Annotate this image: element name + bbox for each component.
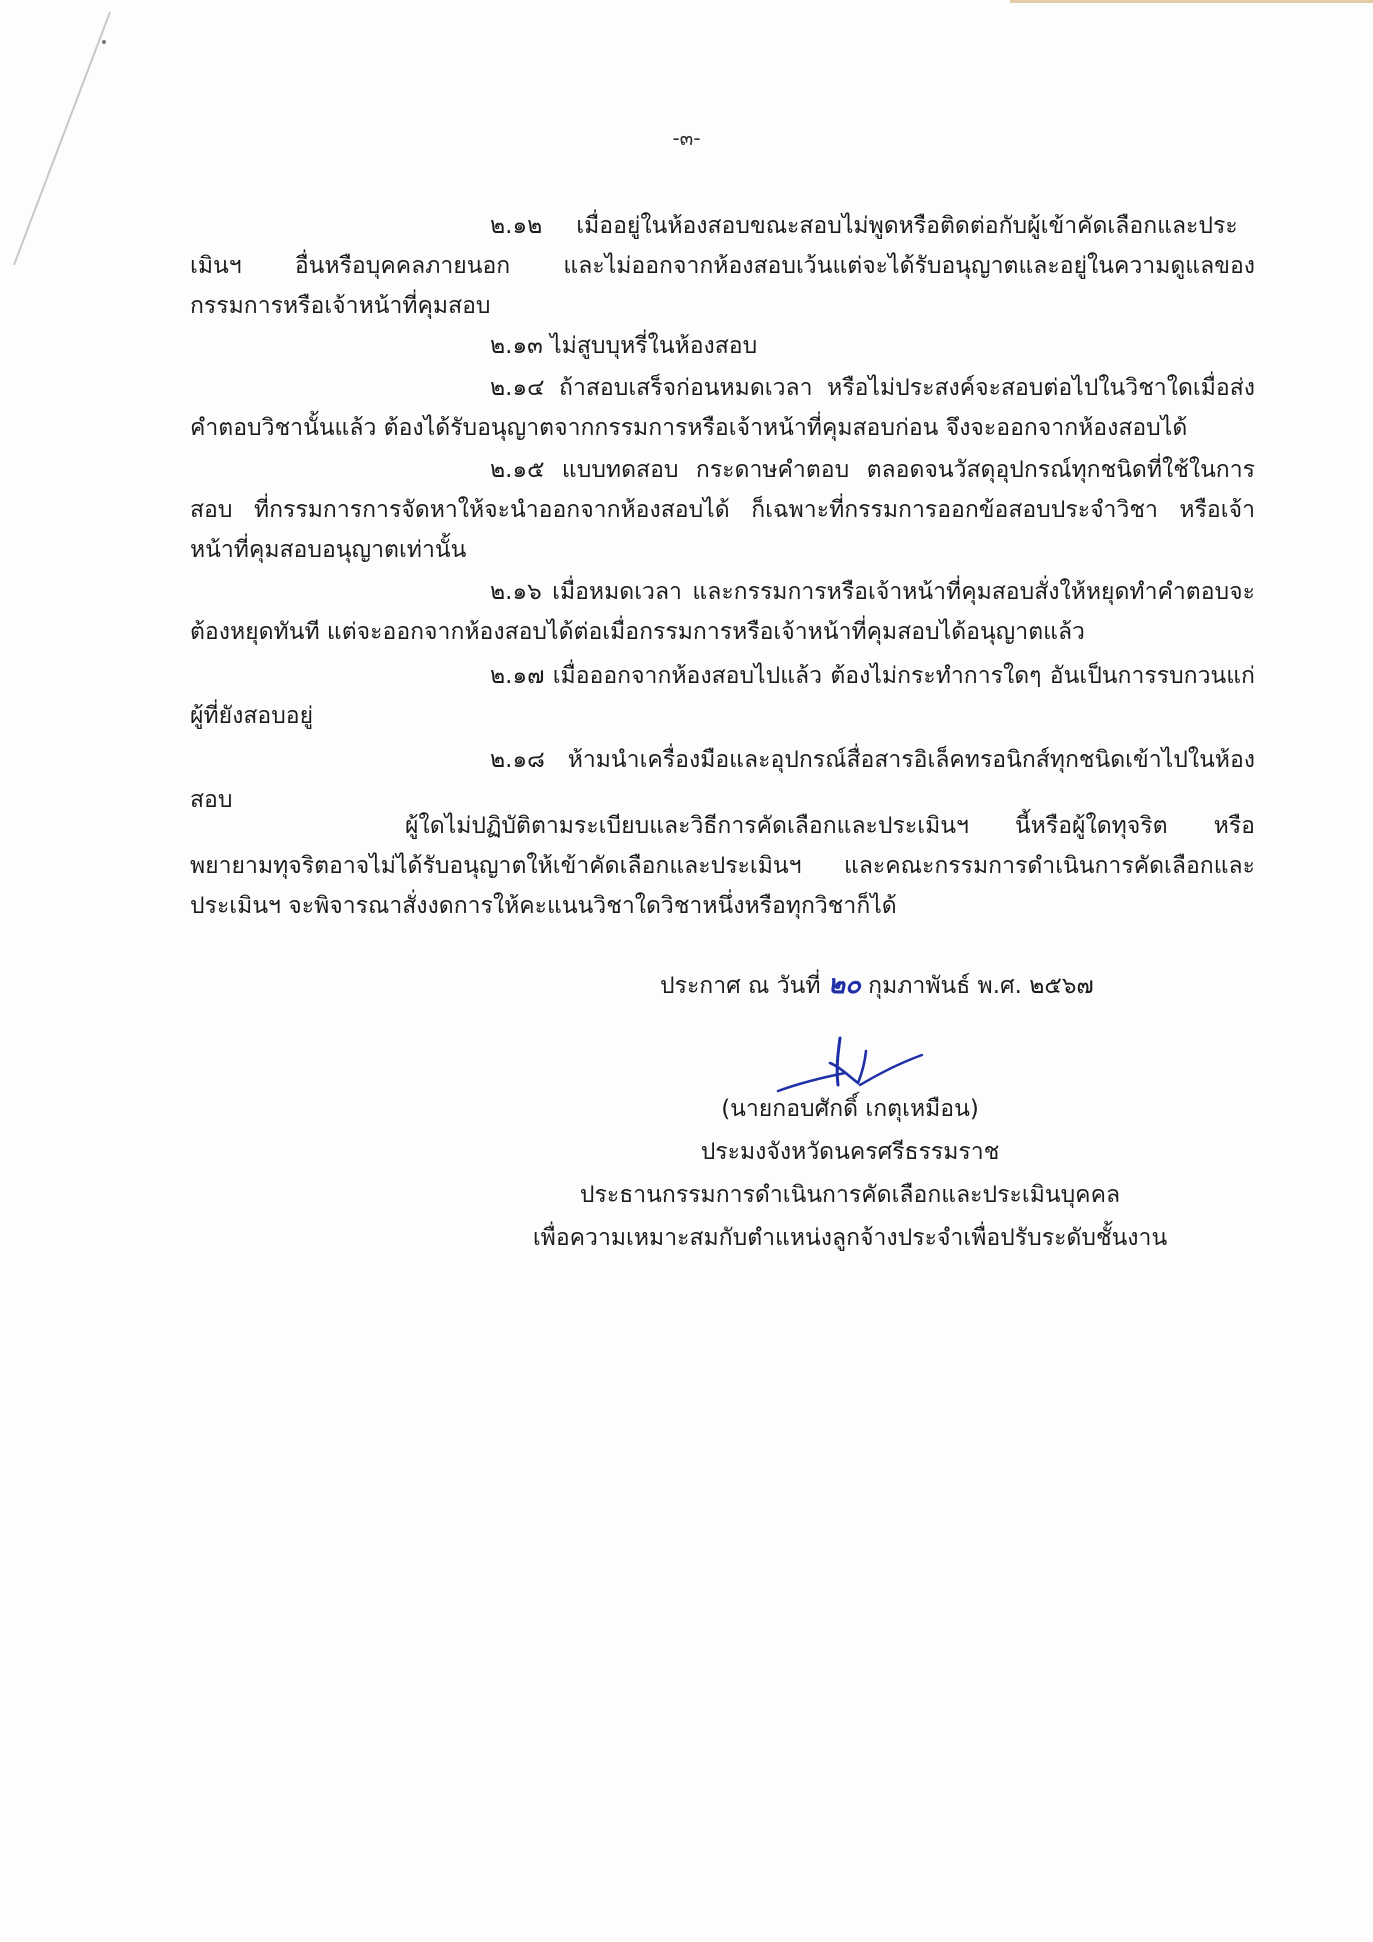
rule-2-17	[190, 656, 1255, 736]
rule-number: ๒.๑๗	[490, 663, 545, 689]
rule-text: เมื่ออยู่ในห้องสอบขณะสอบไม่พูดหรือติดต่อกับผู้เข้าคัดเลือกและประเมินฯ อื่นหรือบุคคลภายนอก และไม่ออกจากห้องสอบเว้นแต่จะได้รับอนุญาตและอยู่ในความดูแลของกรรมการหรือเจ้าหน้าที่คุมสอบ	[190, 213, 1255, 319]
announcement-date	[660, 965, 1094, 1006]
signatory-role-line-2: เพื่อความเหมาะสมกับตำแหน่งลูกจ้างประจำเพื่อปรับระดับชั้นงาน	[532, 1225, 1168, 1251]
rule-number: ๒.๑๖	[490, 579, 542, 605]
rule-2-15	[190, 450, 1255, 570]
rule-text: ห้ามนำเครื่องมือและอุปกรณ์สื่อสารอิเล็คทรอนิกส์ทุกชนิดเข้าไปในห้องสอบ	[190, 747, 1255, 813]
signatory-role-line-1: ประธานกรรมการดำเนินการคัดเลือกและประเมินบุคคล	[579, 1182, 1121, 1208]
announcement-prefix: ประกาศ ณ วันที่	[660, 973, 821, 999]
rule-number: ๒.๑๓	[490, 333, 543, 359]
rule-text: เมื่อออกจากห้องสอบไปแล้ว ต้องไม่กระทำการใดๆ อันเป็นการรบกวนแก่ผู้ที่ยังสอบอยู่	[190, 663, 1255, 729]
rule-number: ๒.๑๘	[490, 747, 545, 773]
rule-text: ไม่สูบบุหรี่ในห้องสอบ	[550, 333, 758, 359]
rule-2-12	[190, 206, 1255, 326]
rule-2-13	[190, 326, 1255, 366]
signature-block	[520, 1088, 1180, 1260]
rule-text: ถ้าสอบเสร็จก่อนหมดเวลา หรือไม่ประสงค์จะสอบต่อไปในวิชาใดเมื่อส่งคำตอบวิชานั้นแล้ว ต้องได้รับอนุญาตจากกรรมการหรือเจ้าหน้าที่คุมสอบก่อน จึงจะออกจากห้องสอบได้	[190, 375, 1255, 441]
rule-number: ๒.๑๕	[490, 457, 545, 483]
rule-number: ๒.๑๒	[490, 213, 543, 239]
rule-text: แบบทดสอบ กระดาษคำตอบ ตลอดจนวัสดุอุปกรณ์ทุกชนิดที่ใช้ในการสอบ ที่กรรมการการจัดหาให้จะนำออกจากห้องสอบได้ ก็เฉพาะที่กรรมการออกข้อสอบประจำวิชา หรือเจ้าหน้าที่คุมสอบอนุญาตเท่านั้น	[190, 457, 1256, 563]
announcement-month-year: กุมภาพันธ์ พ.ศ. ๒๕๖๗	[868, 973, 1094, 999]
closing-paragraph: ผู้ใดไม่ปฏิบัติตามระเบียบและวิธีการคัดเลือกและประเมินฯ นี้หรือผู้ใดทุจริต หรือพยายามทุจริตอาจไม่ได้รับอนุญาตให้เข้าคัดเลือกและประเมินฯ และคณะกรรมการดำเนินการคัดเลือกและประเมินฯ จะพิจารณาสั่งงดการให้คะแนนวิชาใดวิชาหนึ่งหรือทุกวิชาก็ได้	[190, 813, 1255, 919]
rule-2-16	[190, 572, 1255, 652]
page-number: -๓-	[672, 126, 701, 150]
rule-number: ๒.๑๔	[490, 375, 545, 401]
rule-text: เมื่อหมดเวลา และกรรมการหรือเจ้าหน้าที่คุมสอบสั่งให้หยุดทำคำตอบจะต้องหยุดทันที แต่จะออกจากห้องสอบได้ต่อเมื่อกรรมการหรือเจ้าหน้าที่คุมสอบได้อนุญาตแล้ว	[190, 579, 1255, 645]
rule-2-14	[190, 368, 1255, 448]
signatory-name: (นายกอบศักดิ์ เกตุเหมือน)	[721, 1096, 979, 1122]
signatory-title: ประมงจังหวัดนครศรีธรรมราช	[700, 1139, 1000, 1165]
scan-edge-mark	[1010, 0, 1373, 3]
announcement-day: ๒๐	[827, 970, 861, 1000]
